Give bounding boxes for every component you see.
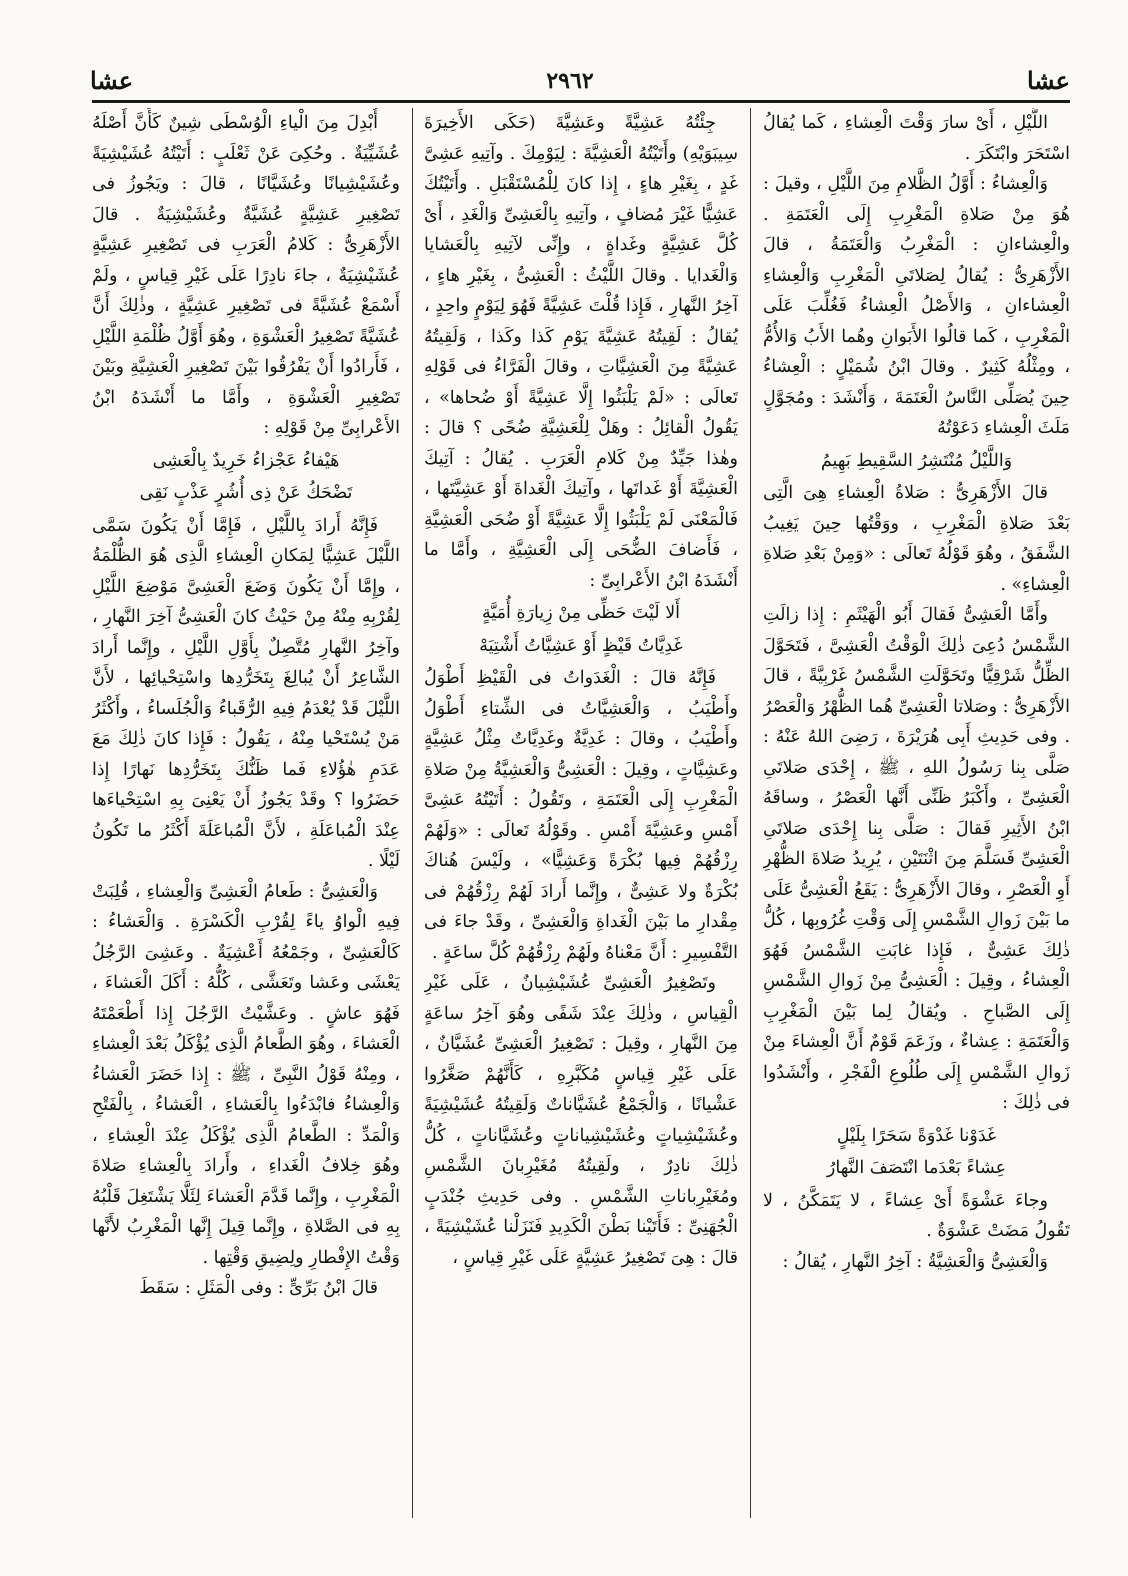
paragraph: وَالْعَشِىُّ : طَعامُ الْعَشِىِّ وَالْعِشاءِ ، قُلِبَتْ فِيهِ الْواوُ ياءً لِقُرْبِ الْكَسْرَةِ . وَالْعَشاءُ : كَالْعَشِىِّ ، وجَمْعُهُ أَعْشِيَةٌ . وعَشِىَ الرَّجُلُ يَعْشَى وعَشا وتَعَشَّى ، كُلُّهُ : أَكَلَ الْعَشاءَ ، فَهُوَ عاشٍ . وعَشَّيْتُ الرَّجُلَ إِذا أَطْعَمْتَهُ الْعَشاءَ ، وهُوَ الطَّعامُ الَّذِى يُؤْكَلُ بَعْدَ الْعِشاءِ ، ومِنْهُ قَوْلُ النَّبِىِّ ، ﷺ : إِذا حَضَرَ الْعَشاءُ وَالْعِشاءُ فابْدَءُوا بِالْعَشاءِ ، الْعَشاءُ ، بِالْفَتْحِ وَالْمَدِّ : الطَّعامُ الَّذِى يُؤْكَلُ عِنْدَ الْعِشاءِ ، وهُوَ خِلافُ الْغَداءِ ، وأَرادَ بِالْعِشاءِ صَلاةَ الْمَغْرِبِ ، وإِنَّما قَدَّمَ الْعَشاءَ لِئَلَّا يَشْتَغِلَ قَلْبُهُ بِهِ فى الصَّلاةِ ، وإِنَّما قِيلَ إِنَّها الْمَغْرِبُ لأَنَّها وَقْتُ الإِفْطارِ ولِضِيقِ وَقْتِها . bbox=[92, 881, 400, 1268]
right-headword: عشا bbox=[1026, 66, 1070, 95]
paragraph: وجاءَ عَشْوَةً أَىْ عِشاءً ، لا يَتَمَكَّنُ ، لا تَقُولُ مَضَتْ عَشْوَةٌ . bbox=[763, 1190, 1070, 1241]
paragraph: وَالْعِشاءُ : أَوَّلُ الظَّلامِ مِنَ اللَّيْلِ ، وقيلَ : هُوَ مِنْ صَلاةِ الْمَغْرِبِ إِلَى الْعَتَمَةِ . والْعِشاءانِ : الْمَغْرِبُ وَالْعَتَمَةُ ، قالَ الأَزْهَرِىُّ : يُقالُ لِصَلاتَىِ الْمَغْرِبِ وَالْعِشاءِ الْعِشاءانِ ، وَالأَصْلُ الْعِشاءُ فَغُلِّبَ عَلَى الْمَغْرِبِ ، كَما قالُوا الأَبَوانِ وهُما الأَبُ وَالأُمُّ ، ومِثْلُهُ كَثِيرٌ . وقالَ ابْنُ شُمَيْلٍ : الْعِشاءُ حِينَ يُصَلِّى النَّاسُ الْعَتَمَةَ ، وَأَنْشَدَ : ومُجَوَّلٍ مَلَثَ الْعِشاءِ دَعَوْتُهُ bbox=[763, 174, 1070, 438]
column-divider bbox=[750, 108, 751, 1518]
verse-line: هَيْفاءُ عَجْزاءُ خَرِيدٌ بِالْعَشِى bbox=[152, 450, 340, 471]
paragraph: اللَّيْلِ ، أَىْ سارَ وَقْتَ الْعِشاءِ ، كَما يُقالُ اسْتَحَرَ وابْتَكَرَ . bbox=[763, 113, 1070, 164]
paragraph: وَالْعَشِىُّ وَالْعَشِيَّةُ : آخِرُ النَّهارِ ، يُقالُ : bbox=[782, 1251, 1048, 1272]
page-header bbox=[70, 64, 1070, 104]
header-rule bbox=[92, 100, 1070, 103]
verse-line: تَضْحَكُ عَنْ ذِى أُشُرٍ عَذْبٍ نَقِى bbox=[139, 483, 353, 503]
paragraph: فَإِنَّهُ أَرادَ بِاللَّيْلِ ، فَإِمَّا أَنْ يَكُونَ سَمَّى اللَّيْلَ عَشِيًّا لِمَكانِ الْعِشاءِ الَّذِى هُوَ الظُّلْمَةُ ، وإِمَّا أَنْ يَكُونَ وَضَعَ الْعَشِىَّ مَوْضِعَ اللَّيْلِ لِقُرْبِهِ مِنْهُ مِنْ حَيْثُ كانَ الْعَشِىُّ آخِرَ النَّهارِ ، وآخِرُ النَّهارِ مُتَّصِلٌ بِأَوَّلِ اللَّيْلِ ، وإِنَّما أَرادَ الشَّاعِرُ أَنْ يُبالِغَ بِتَخَرُّدِها واسْتِحْيائِها ، لأَنَّ اللَّيْلَ قَدْ يُعْدَمُ فِيهِ الرُّقَباءُ وَالْجُلَساءُ ، وأَكْثَرُ مَنْ يُسْتَحْيا مِنْهُ ، يَقُولُ : فَإِذا كانَ ذٰلِكَ مَعَ عَدَمِ هٰؤُلاءِ فَما ظَنُّكَ بِتَخَرُّدِها نَهارًا إِذا حَضَرُوا ؟ وقَدْ يَجُوزُ أَنْ يَعْنِىَ بِهِ اسْتِحْياءَها عِنْدَ الْمُباعَلَةِ ، لأَنَّ الْمُباعَلَةَ أَكْثَرُ ما تَكُونُ لَيْلًا . bbox=[92, 515, 400, 871]
left-headword: عشا bbox=[90, 66, 134, 95]
paragraph: قالَ الأَزْهَرِىُّ : صَلاةُ الْعِشاءِ هِىَ الَّتِى بَعْدَ صَلاةِ الْمَغْرِبِ ، ووَقْتُها حِينَ يَغِيبُ الشَّفَقُ ، وهُوَ قَوْلُهُ تَعالَى : «وَمِنْ بَعْدِ صَلاةِ الْعِشاءِ» . bbox=[763, 483, 1070, 595]
verse-line: عِشاءً بَعْدَما انْتَصَفَ النَّهارُ bbox=[826, 1158, 1007, 1178]
text-column-right bbox=[763, 108, 1070, 1548]
verse-line: وَاللَّيْلُ مُنْتَشِرُ السَّقِيطِ بَهِيمُ bbox=[820, 450, 1013, 471]
paragraph: قالَ ابْنُ بَرِّىٍّ : وفى الْمَثَلِ : سَقَطَ bbox=[139, 1278, 378, 1298]
paragraph: فَإِنَّهُ قالَ : الْغَدَواتُ فى الْقَيْظِ أَطْوَلُ وأَطْيَبُ ، وَالْعَشِيَّاتُ فى الشِّتاءِ أَطْوَلُ وأَطْيَبُ ، وقالَ : غَدِيَّةٌ وغَدِيَّاتٌ مِثْلُ عَشِيَّةٍ وعَشِيَّاتٍ ، وقِيلَ : الْعَشِىُّ وَالْعَشِيَّةُ مِنْ صَلاةِ الْمَغْرِبِ إِلَى الْعَتَمَةِ ، وتَقُولُ : أَتَيْتُهُ عَشِىَّ أَمْسِ وعَشِيَّةَ أَمْسِ . وقَوْلُهُ تَعالَى : «وَلَهُمْ رِزْقُهُمْ فِيها بُكْرَةً وَعَشِيًّا» ، ولَيْسَ هُناكَ بُكْرَةٌ ولا عَشِىٌّ ، وإِنَّما أَرادَ لَهُمْ رِزْقُهُمْ فى مِقْدارِ ما بَيْنَ الْغَداةِ وَالْعَشِىِّ ، وقَدْ جاءَ فى التَّفْسِيرِ : أَنَّ مَعْناهُ ولَهُمْ رِزْقُهُمْ كُلَّ ساعَةٍ . bbox=[424, 668, 738, 963]
page-number: ٢٩٦٢ bbox=[546, 68, 594, 94]
paragraph: أُبْدِلَ مِنَ الْياءِ الْوُسْطَى شِينٌ كَأَنَّ أَصْلَهُ عُشَيِّيَةٌ . وحُكِىَ عَنْ ثَعْلَبٍ : أَتَيْتُهُ عُشَيْشِيَةً وعُشَيْشِيانًا وعُشَيَّانًا ، قالَ : ويَجُوزُ فى تَصْغِيرِ عَشِيَّةٍ عُشَيَّةٌ وعُشَيْشِيَةٌ . قالَ الأَزْهَرِىُّ : كَلامُ الْعَرَبِ فى تَصْغِيرِ عَشِيَّةٍ عُشَيْشِيَةٌ ، جاءَ نادِرًا عَلَى غَيْرِ قِياسٍ ، ولَمْ أَسْمَعْ عُشَيَّةً فى تَصْغِيرِ عَشِيَّةٍ ، وذٰلِكَ أَنَّ عُشَيَّةً تَصْغِيرُ الْعَشْوَةِ ، وهُوَ أَوَّلُ ظُلْمَةِ اللَّيْلِ ، فَأَرادُوا أَنْ يَفْرُقُوا بَيْنَ تَصْغِيرِ الْعَشِيَّةِ وبَيْنَ تَصْغِيرِ الْعَشْوَةِ ، وأَمَّا ما أَنْشَدَهُ ابْنُ الأَعْرابِىِّ مِنْ قَوْلِهِ : bbox=[92, 113, 400, 438]
verse-line: أَلا لَيْتَ حَظِّى مِنْ زِيارَةِ أُمَيَّةٍ bbox=[481, 603, 681, 623]
paragraph: جِئْتُهُ عَشِيَّةً وعَشِيَّةَ (حَكَى الأَخِيرَةَ سِيبَوَيْهِ) وأَتَيْتُهُ الْعَشِيَّةَ : لِيَوْمِكَ . وآتِيهِ عَشِىَّ غَدٍ ، بِغَيْرِ هاءٍ ، إِذا كانَ لِلْمُسْتَقْبَلِ . وأَتَيْتُكَ عَشِيًّا غَيْرَ مُضافٍ ، وآتِيهِ بِالْعَشِىِّ وَالْغَدِ ، أَىْ كُلَّ عَشِيَّةٍ وغَداةٍ ، وإِنِّى لآتِيهِ بِالْعَشايا وَالْغَدايا . وقالَ اللَّيْثُ : الْعَشِىُّ ، بِغَيْرِ هاءٍ ، آخِرُ النَّهارِ ، فَإِذا قُلْتَ عَشِيَّةً فَهُوَ لِيَوْمٍ واحِدٍ ، يُقالُ : لَقِيتُهُ عَشِيَّةَ يَوْمِ كَذا وكَذا ، وَلَقِيتُهُ عَشِيَّةً مِنَ الْعَشِيَّاتِ ، وقالَ الْفَرَّاءُ فى قَوْلِهِ تَعالَى : «لَمْ يَلْبَثُوا إِلَّا عَشِيَّةً أَوْ ضُحاها» ، يَقُولُ الْقائِلُ : وهَلْ لِلْعَشِيَّةِ ضُحًى ؟ قالَ : وهٰذا جَيِّدٌ مِنْ كَلامِ الْعَرَبِ . يُقالُ : آتِيكَ الْعَشِيَّةَ أَوْ غَداتَها ، وآتِيكَ الْغَداةَ أَوْ عَشِيَّتَها ، فَالْمَعْنَى لَمْ يَلْبَثُوا إِلَّا عَشِيَّةً أَوْ ضُحَى الْعَشِيَّةِ ، فَأَضافَ الضُّحَى إِلَى الْعَشِيَّةِ ، وأَمَّا ما أَنْشَدَهُ ابْنُ الأَعْرابِىِّ : bbox=[424, 113, 738, 591]
column-divider bbox=[412, 108, 413, 1518]
text-column-left bbox=[92, 108, 400, 1548]
verse-line: غَدَوْنا غَدْوَةً سَحَرًا بِلَيْلٍ bbox=[836, 1125, 997, 1146]
verse-line: غَدِيَّاتُ قَيْظٍ أَوْ عَشِيَّاتُ أَشْتِيَهْ bbox=[479, 635, 683, 656]
text-column-middle bbox=[424, 108, 738, 1548]
paragraph: وتَصْغِيرُ الْعَشِىِّ عُشَيْشِيانٌ ، عَلَى غَيْرِ الْقِياسِ ، وذٰلِكَ عِنْدَ شَفًى وهُوَ آخِرُ ساعَةٍ مِنَ النَّهارِ ، وقِيلَ : تَصْغِيرُ الْعَشِىِّ عُشَيَّانٌ ، عَلَى غَيْرِ قِياسٍ مُكَبَّرِهِ ، كَأَنَّهُمْ صَغَّرُوا عَشْيانًا ، وَالْجَمْعُ عُشَيَّاناتٌ وَلَقِيتُهُ عُشَيْشِيَةً وعُشَيْشِياتٍ وعُشَيْشِياناتٍ وعُشَيَّاناتٍ ، كُلُّ ذٰلِكَ نادِرٌ ، ولَقِيتُهُ مُغَيْرِبانَ الشَّمْسِ ومُغَيْرِباناتِ الشَّمْسِ . وفى حَدِيثِ جُنْدَبٍ الْجُهَنِىِّ : فَأَتَيْنا بَطْنَ الْكَدِيدِ فَنَزَلْنا عُشَيْشِيَةً ، قالَ : هِىَ تَصْغِيرُ عَشِيَّةٍ عَلَى غَيْرِ قِياسٍ ، bbox=[424, 973, 738, 1268]
paragraph: وأَمَّا الْعَشِىُّ فَقالَ أَبُو الْهَيْثَمِ : إِذا زالَتِ الشَّمْسُ دُعِىَ ذٰلِكَ الْوَقْتُ الْعَشِىَّ ، فَتَحَوَّلَ الظِّلُّ شَرْقِيًّا وتَحَوَّلَتِ الشَّمْسُ غَرْبِيَّةً ، قالَ الأَزْهَرِىُّ : وصَلاتا الْعَشِىِّ هُما الظُّهْرُ وَالْعَصْرُ . وفى حَدِيثِ أَبِى هُرَيْرَةَ ، رَضِىَ اللهُ عَنْهُ : صَلَّى بِنا رَسُولُ اللهِ ، ﷺ ، إِحْدَى صَلاتَىِ الْعَشِىِّ ، وأَكْبَرُ ظَنِّى أَنَّها الْعَصْرُ ، وساقَهُ ابْنُ الأَثِيرِ فَقالَ : صَلَّى بِنا إِحْدَى صَلاتَىِ الْعَشِىِّ فَسَلَّمَ مِنَ اثْنَتَيْنِ ، يُرِيدُ صَلاةَ الظُّهْرِ أَوِ الْعَصْرِ ، وقالَ الأَزْهَرِىُّ : يَقَعُ الْعَشِىُّ عَلَى ما بَيْنَ زَوالِ الشَّمْسِ إِلَى وَقْتِ غُرُوبِها ، كُلُّ ذٰلِكَ عَشِىٌّ ، فَإِذا غابَتِ الشَّمْسُ فَهُوَ الْعِشاءُ ، وقِيلَ : الْعَشِىُّ مِنْ زَوالِ الشَّمْسِ إِلَى الصَّباحِ . ويُقالُ لِما بَيْنَ الْمَغْرِبِ وَالْعَتَمَةِ : عِشاءٌ ، وزَعَمَ قَوْمٌ أَنَّ الْعِشاءَ مِنْ زَوالِ الشَّمْسِ إِلَى طُلُوعِ الْفَجْرِ ، وأَنْشَدُوا فى ذٰلِكَ : bbox=[763, 605, 1070, 1113]
